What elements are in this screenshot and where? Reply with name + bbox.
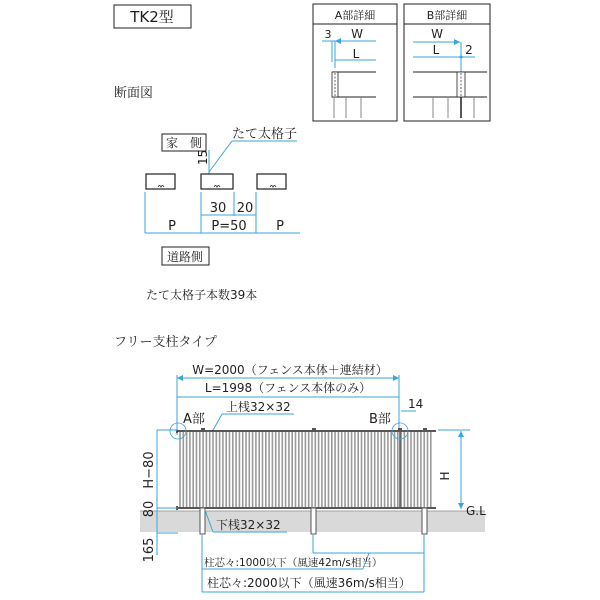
h-label: H	[438, 471, 452, 481]
model-label-box	[114, 5, 191, 28]
detail-b-panel	[404, 4, 490, 121]
dim-30: 30	[209, 201, 227, 216]
pitch-center: P=50	[211, 219, 247, 234]
pitch-right: P	[276, 219, 284, 234]
top-rail-label: 上桟32×32	[226, 400, 291, 414]
road-side-label: 道路側	[166, 250, 204, 264]
detail-b-dim-2: 2	[465, 43, 473, 57]
dim-20: 20	[236, 201, 254, 216]
detail-b-l: L	[432, 43, 440, 57]
house-side-label-box	[162, 134, 206, 151]
detail-b-title: B部詳細	[426, 9, 468, 22]
bottom-rail-label: 下桟32×32	[216, 518, 281, 532]
detail-a-w: W	[351, 27, 363, 41]
detail-a-title: A部詳細	[334, 9, 376, 22]
detail-a-panel	[313, 4, 397, 121]
section-dimensions	[145, 192, 300, 234]
house-side-label: 家 側	[165, 136, 203, 150]
elevation-title: フリー支柱タイプ	[114, 335, 217, 350]
post-pitch-1000: 柱芯々:1000以下（風速42m/s相当）	[204, 557, 383, 569]
model-label: TK2型	[130, 8, 174, 26]
dim-h-minus-80: H−80	[142, 451, 157, 489]
detail-a-dim-3: 3	[324, 28, 332, 41]
section-title: 断面図	[114, 86, 154, 101]
left-height-dimensions	[142, 430, 178, 562]
dim-80: 80	[142, 500, 157, 518]
dim-14: 14	[408, 397, 424, 411]
detail-a-l: L	[352, 47, 360, 61]
gl-label: G.L	[466, 504, 486, 518]
post-pitch-2000: 柱芯々:2000以下（風速36m/s相当）	[207, 576, 411, 590]
fence-panel	[177, 428, 436, 510]
b-part-label: B部	[369, 412, 391, 427]
dim-15: 15	[196, 149, 210, 165]
a-part-label: A部	[183, 412, 205, 427]
post-pitch-dimensions	[202, 535, 424, 592]
right-height-dimension	[438, 430, 486, 518]
pitch-left: P	[168, 219, 176, 234]
dim-165: 165	[142, 537, 157, 563]
picket-sections	[146, 174, 286, 189]
road-side-label-box	[162, 247, 209, 265]
callout-vertical-picket: たて太格子	[232, 127, 298, 142]
picket-count-note: たて太格子本数39本	[146, 288, 258, 302]
detail-b-w: W	[431, 27, 443, 41]
l-dimension: L=1998（フェンス本体のみ）	[204, 381, 372, 395]
w-dimension: W=2000（フェンス本体＋連結材）	[192, 363, 388, 377]
